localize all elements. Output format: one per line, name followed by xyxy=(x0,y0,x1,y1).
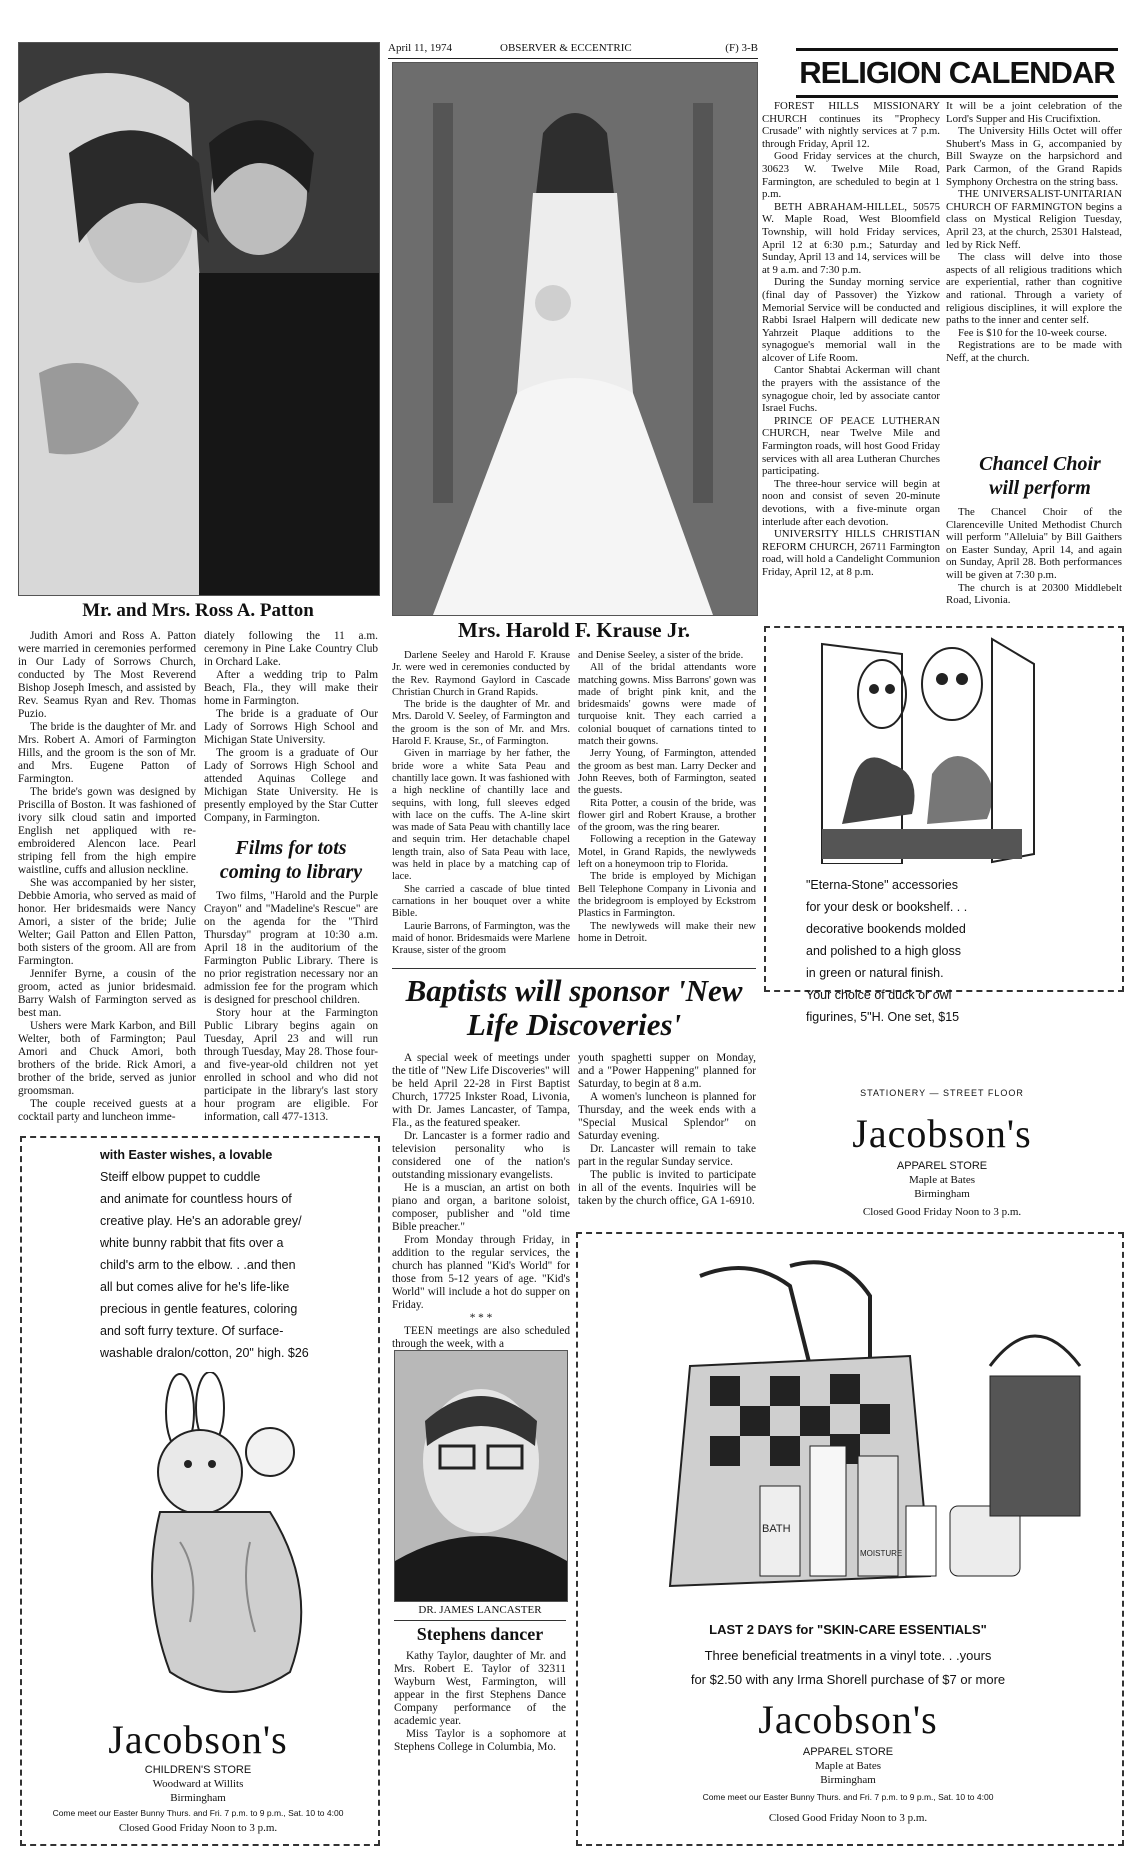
paragraph: Jerry Young, of Farmington, attended the groom as best man. Larry Decker and John Reeves, both of Farmington, seated the guests. xyxy=(578,748,756,797)
separator: * * * xyxy=(469,1312,493,1324)
ad-line: all but comes alive for he's life-like xyxy=(100,1280,290,1294)
paragraph: Miss Taylor is a sophomore at Stephens College in Columbia, Mo. xyxy=(394,1728,566,1753)
paragraph: The class will delve into those aspects of all religious traditions which are experiential, rather than cognitive and rational. Through a variety of religious disciplines, it will explore the paths to the inner and center self. xyxy=(946,251,1122,327)
paragraph: The bride is the daughter of Mr. and Mrs. Robert A. Amori of Farmington Hills, and the groom is the son of Mr. and Mrs. Eugene Patton of Farmington. xyxy=(18,721,196,785)
ad-line: for your desk or bookshelf. . . xyxy=(806,900,968,914)
divider xyxy=(392,968,756,969)
baptists-article-col2 xyxy=(578,1052,756,1208)
skincare-addr1: Maple at Bates xyxy=(815,1760,881,1772)
paragraph: Following a reception in the Gateway Motel, in Grand Rapids, the newlyweds left on a honeymoon trip to Florida. xyxy=(578,834,756,871)
patton-caption: Mr. and Mrs. Ross A. Patton xyxy=(82,600,314,621)
paragraph: Ushers were Mark Karbon, and Bill Welter, both of Farmington; Paul Amori and Chuck Amori, both brothers of the bride. Rick Amori, a brother of the bride, served as junior groomsman. xyxy=(18,1020,196,1097)
tote-illustration xyxy=(610,1256,1090,1592)
paragraph: The bride is the daughter of Mr. and Mrs. Darold V. Seeley, of Farmington and the groom is the son of Mr. and Mrs. Harold F. Krause, Sr., of Farmington. xyxy=(392,699,570,748)
bookends-dept-floor: STATIONERY — STREET FLOOR xyxy=(860,1088,1024,1098)
ad-line: and polished to a high gloss xyxy=(806,944,961,958)
paragraph: TEEN meetings are also scheduled through the week, with a xyxy=(392,1325,570,1350)
baptists-article-col1 xyxy=(392,1052,570,1351)
ad-line: and soft furry texture. Of surface- xyxy=(100,1324,284,1338)
calendar-title: RELIGION CALENDAR xyxy=(796,48,1118,98)
paragraph: The bride's gown was designed by Priscilla of Boston. It was fashioned of ivory silk cloud satin and imported English net appliqued with re-embroidered Alencon lace. Pearl striping fell from the high empire waistline, cuffs and allusion neckline. xyxy=(18,786,196,876)
masthead xyxy=(388,42,758,59)
paragraph: From Monday through Friday, in addition to the regular services, the church has planned "Kid's World" for those from 5-12 years of age. "Kid's World" will include a hot do supper on Friday. xyxy=(392,1234,570,1311)
puppet-addr2: Birmingham xyxy=(170,1792,226,1804)
ad-line: precious in gentle features, coloring xyxy=(100,1302,298,1316)
skincare-hours: Come meet our Easter Bunny Thurs. and Fri. 7 p.m. to 9 p.m., Sat. 10 to 4:00 xyxy=(702,1792,994,1802)
ad-line: in green or natural finish. xyxy=(806,966,944,980)
krause-article-col1 xyxy=(392,650,570,957)
bookends-addr1: Maple at Bates xyxy=(909,1174,975,1186)
paragraph: Fee is $10 for the 10-week course. xyxy=(958,326,1108,339)
paragraph: diately following the 11 a.m. ceremony in Pine Lake Country Club in Orchard Lake. xyxy=(204,630,378,668)
stephens-headline: Stephens dancer xyxy=(416,1624,544,1644)
ad-line: washable dralon/cotton, 20" high. $26 xyxy=(100,1346,309,1360)
puppet-addr1: Woodward at Willits xyxy=(152,1778,244,1790)
calendar-col1 xyxy=(762,100,940,579)
bookends-store-logo: Jacobson's xyxy=(852,1111,1032,1156)
ad-line: child's arm to the elbow. . .and then xyxy=(100,1258,296,1272)
paragraph: Rita Potter, a cousin of the bride, was flower girl and Robert Krause, a brother of the groom, was the ring bearer. xyxy=(578,797,756,834)
divider xyxy=(394,1620,566,1621)
ad-line: "Eterna-Stone" accessories xyxy=(806,878,959,892)
paragraph: He is a muscian, an artist on both piano and organ, a baritone soloist, composer, publisher and "old time Bible preacher." xyxy=(392,1182,570,1233)
paragraph: The public is invited to participate in all of the events. Inquiries will be taken by the church office, GA 1-6910. xyxy=(578,1169,756,1207)
skincare-dept: APPAREL STORE xyxy=(802,1746,894,1758)
lancaster-photo xyxy=(394,1350,568,1602)
krause-caption: Mrs. Harold F. Krause Jr. xyxy=(458,618,690,642)
paragraph: After a wedding trip to Palm Beach, Fla., they will make their home in Farmington. xyxy=(204,669,378,707)
calendar-col2 xyxy=(946,100,1122,364)
paragraph: All of the bridal attendants wore matching gowns. Miss Barrons' gown was made of bright pink knit, and the bridesmaids' gowns were made of turquoise knit. They each carried a colonial bouquet of carnations tinted to match their gowns. xyxy=(578,662,756,748)
paragraph: During the Sunday morning service (final day of Passover) the Yizkow Memorial Service will be conducted and Rabbi Israel Halpern will dedicate new Yahrzeit Plaque additions to the synagogue's memorial wall in the alcover of Life Room. xyxy=(762,276,940,364)
puppet-dept: CHILDREN'S STORE xyxy=(144,1764,252,1776)
puppet-hours: Come meet our Easter Bunny Thurs. and Fri. 7 p.m. to 9 p.m., Sat. 10 to 4:00 xyxy=(52,1808,344,1818)
paragraph: The University Hills Octet will offer Shubert's Mass in G, accompanied by Bill Swayze on the harpsichord and Park Carmon, of the Grand Rapids Symphony Orchestra on the string bass. xyxy=(946,125,1122,188)
masthead-paper: OBSERVER & ECCENTRIC xyxy=(500,42,632,54)
paragraph: BETH ABRAHAM-HILLEL, 50575 W. Maple Road, West Bloomfield Township, will hold Friday services, April 12 at 6:30 p.m.; Saturday and Sunday, April 13 and 14, services will be at 9 a.m. and 7:30 p.m. xyxy=(762,200,940,276)
skincare-closed: Closed Good Friday Noon to 3 p.m. xyxy=(768,1812,928,1824)
lancaster-caption: DR. JAMES LANCASTER xyxy=(418,1604,542,1616)
ad-line: and animate for countless hours of xyxy=(100,1192,292,1206)
krause-article-col2 xyxy=(578,650,756,945)
paragraph: PRINCE OF PEACE LUTHERAN CHURCH, near Twelve Mile and Farmington roads, will host Good Friday services with all area Lutheran Churches participating. xyxy=(762,414,940,478)
ad-line: Your choice of duck or owl xyxy=(806,988,952,1002)
puppet-copy xyxy=(100,1144,370,1364)
jacobsons-bookends-ad xyxy=(764,626,1124,1024)
ad-line: figurines, 5"H. One set, $15 xyxy=(806,1010,960,1024)
paragraph: Good Friday services at the church, 30623 W. Twelve Mile Road, Farmington, are scheduled to begin at 1 p.m. xyxy=(762,150,940,201)
paragraph: Jennifer Byrne, a cousin of the groom, acted as junior bridesmaid. Barry Walsh of Farmington served as best man. xyxy=(18,968,196,1019)
paragraph: Dr. Lancaster is a former radio and television personality who is considered one of the nation's outstanding missionary evangelists. xyxy=(392,1130,570,1181)
paragraph: Darlene Seeley and Harold F. Krause Jr. were wed in ceremonies conducted by the Rev. Raymond Gaylord in Cascade Christian Church in Grand Rapids. xyxy=(392,650,570,698)
paragraph: THE UNIVERSALIST-UNITARIAN CHURCH OF FARMINGTON begins a class on Mystical Religion Tuesday, April 23, at the church, 25301 Halstead, led by Rick Neff. xyxy=(946,188,1122,251)
masthead-date: April 11, 1974 xyxy=(388,42,453,54)
paragraph: The three-hour service will begin at noon and consist of seven 20-minute devotions, with a five-minute organ interlude after each devotion. xyxy=(762,477,940,528)
skincare-store-logo: Jacobson's xyxy=(758,1697,938,1742)
paragraph: The bride is employed by Michigan Bell Telephone Company in Livonia and the bridegroom is employed by Eckstrom Plastics in Farmington. xyxy=(578,871,756,920)
bookends-illustration xyxy=(802,634,1042,864)
baptists-headline: Baptists will sponsor 'New Life Discoveries' xyxy=(405,973,743,1042)
paragraph: The newlyweds will make their new home in Detroit. xyxy=(578,920,756,944)
skincare-headline: LAST 2 DAYS for "SKIN-CARE ESSENTIALS" xyxy=(709,1622,987,1637)
ad-line: creative play. He's an adorable grey/ xyxy=(100,1214,302,1228)
paragraph: A special week of meetings under the title of "New Life Discoveries" will be held April 22-28 in First Baptist Church, 17725 Inkster Road, Livonia, with Dr. James Lancaster, of Tampa, Fla., as the featured speaker. xyxy=(392,1052,570,1129)
paragraph: Story hour at the Farmington Public Library begins again on Tuesday, April 23 and will run through Tuesday, May 28. Those four-and five-year-old children not yet enrolled in school and who did not participate in the library's last story hour program are eligible. For information, call 477-1313. xyxy=(204,1007,378,1123)
paragraph: youth spaghetti supper on Monday, and a "Power Happening" planned for Saturday, to begin at 8 a.m. xyxy=(578,1052,756,1090)
paragraph: The Chancel Choir of the Clarenceville United Methodist Church will perform "Alleluia" by Bill Gaithers on Easter Sunday, April 14, and again on Sunday, April 28. Both performances will be given at 7:30 p.m. xyxy=(946,506,1122,581)
ad-line: with Easter wishes, a lovable xyxy=(100,1148,273,1162)
krause-bride-photo xyxy=(392,62,758,616)
puppet-store-logo: Jacobson's xyxy=(108,1717,288,1762)
paragraph: The bride is a graduate of Our Lady of Sorrows High School and Michigan State University. xyxy=(204,708,378,746)
bath-bottle-label: BATH xyxy=(762,1523,791,1535)
films-article xyxy=(204,890,378,1124)
paragraph: She was accompanied by her sister, Debbie Amoria, who served as maid of honor. Her bridesmaids were Nancy Amori, a sister of the bride; Julie Welter; Gail Patton and Ellen Patton, both sisters of the groom. All are from Farmington. xyxy=(18,877,196,967)
skincare-line2: Three beneficial treatments in a vinyl tote. . .yours xyxy=(704,1648,992,1663)
bunny-puppet-illustration xyxy=(120,1372,340,1712)
skincare-addr2: Birmingham xyxy=(820,1774,876,1786)
patton-article-col1 xyxy=(18,630,196,1124)
ad-line: decorative bookends molded xyxy=(806,922,966,936)
patton-article-col2 xyxy=(204,630,378,825)
ad-line: Steiff elbow puppet to cuddle xyxy=(100,1170,261,1184)
bookends-dept: APPAREL STORE xyxy=(896,1160,988,1172)
paragraph: FOREST HILLS MISSIONARY CHURCH continues its "Prophecy Crusade" with nightly services at 7 p.m. through Friday, April 12. xyxy=(762,100,940,150)
paragraph: UNIVERSITY HILLS CHRISTIAN REFORM CHURCH, 26711 Farmington road, will hold a Candelight Communion Friday, April 12, at 8 p.m. xyxy=(762,528,940,578)
moisture-bottle-label: MOISTURE xyxy=(860,1549,903,1558)
paragraph: Cantor Shabtai Ackerman will chant the prayers with the assistance of the synagogue choir, led by associate cantor Israel Fuchs. xyxy=(762,364,940,415)
patton-wedding-photo xyxy=(18,42,380,596)
paragraph: The couple received guests at a cocktail party and luncheon imme- xyxy=(18,1098,196,1123)
paragraph: It will be a joint celebration of the Lord's Supper and His Crucifixtion. xyxy=(946,100,1122,125)
paragraph: Kathy Taylor, daughter of Mr. and Mrs. Robert E. Taylor of 32311 Wayburn West, Farmington, will appear in the first Stephens Dance Company performance of the academic year. xyxy=(394,1650,566,1727)
bookends-addr2: Birmingham xyxy=(914,1188,970,1200)
paragraph: Laurie Barrons, of Farmington, was the maid of honor. Bridesmaids were Marlene Krause, sister of the groom xyxy=(392,920,570,957)
skincare-line3: for $2.50 with any Irma Shorell purchase of $7 or more xyxy=(690,1672,1006,1687)
paragraph: Dr. Lancaster will remain to take part in the regular Sunday service. xyxy=(578,1143,756,1168)
paragraph: The groom is a graduate of Our Lady of Sorrows High School and attended Aquinas College and Michigan State University. He is presently employed by the Star Cutter Company, in Farmington. xyxy=(204,747,378,824)
paragraph: Given in marriage by her father, the bride wore a white Sata Peau and chantilly lace gown. It was fashioned with a high neckline of chantilly lace and sequins, with long, full sleeves edged with lace on the cuffs. The A-line skirt was made of Sata Peau with chantilly lace and sequin trim. Her detachable chapel length train, also of Sata Peau with lace, was held in place by a matching cap of lace. xyxy=(392,748,570,883)
puppet-closed: Closed Good Friday Noon to 3 p.m. xyxy=(118,1822,278,1834)
choir-headline: Chancel Choir will perform xyxy=(979,453,1101,499)
paragraph: Registrations are to be made with Neff, at the church. xyxy=(946,339,1122,364)
paragraph: and Denise Seeley, a sister of the bride. xyxy=(578,650,744,661)
paragraph: She carried a cascade of blue tinted carnations in her bouquet over a white Bible. xyxy=(392,883,570,920)
paragraph: A women's luncheon is planned for Thursday, and the week ends with a "Special Musical Splendor" on Saturday evening. xyxy=(578,1091,756,1142)
stephens-article xyxy=(394,1650,566,1754)
films-headline: Films for tots coming to library xyxy=(219,837,363,883)
bookends-copy xyxy=(806,874,1106,1028)
bookends-closed: Closed Good Friday Noon to 3 p.m. xyxy=(862,1206,1022,1218)
ad-line: white bunny rabbit that fits over a xyxy=(100,1236,284,1250)
paragraph: Two films, "Harold and the Purple Crayon" and "Madeline's Rescue" are on the agenda for the "Third Thursday" program at 10:30 a.m. April 18 in the auditorium of the Farmington Public Library. There is no prior registration necessary nor an admission fee for the program which is designed for preschool children. xyxy=(204,890,378,1006)
paragraph: The church is at 20300 Middlebelt Road, Livonia. xyxy=(946,581,1122,607)
masthead-page: (F) 3-B xyxy=(725,42,758,54)
paragraph: Judith Amori and Ross A. Patton were married in ceremonies performed in Our Lady of Sorrows Church, conducted by The Most Reverend Bishop Joseph Imesch, and assisted by Rev. Seamus Ryan and Rev. Thomas Puzio. xyxy=(18,630,196,720)
choir-article xyxy=(946,506,1122,607)
